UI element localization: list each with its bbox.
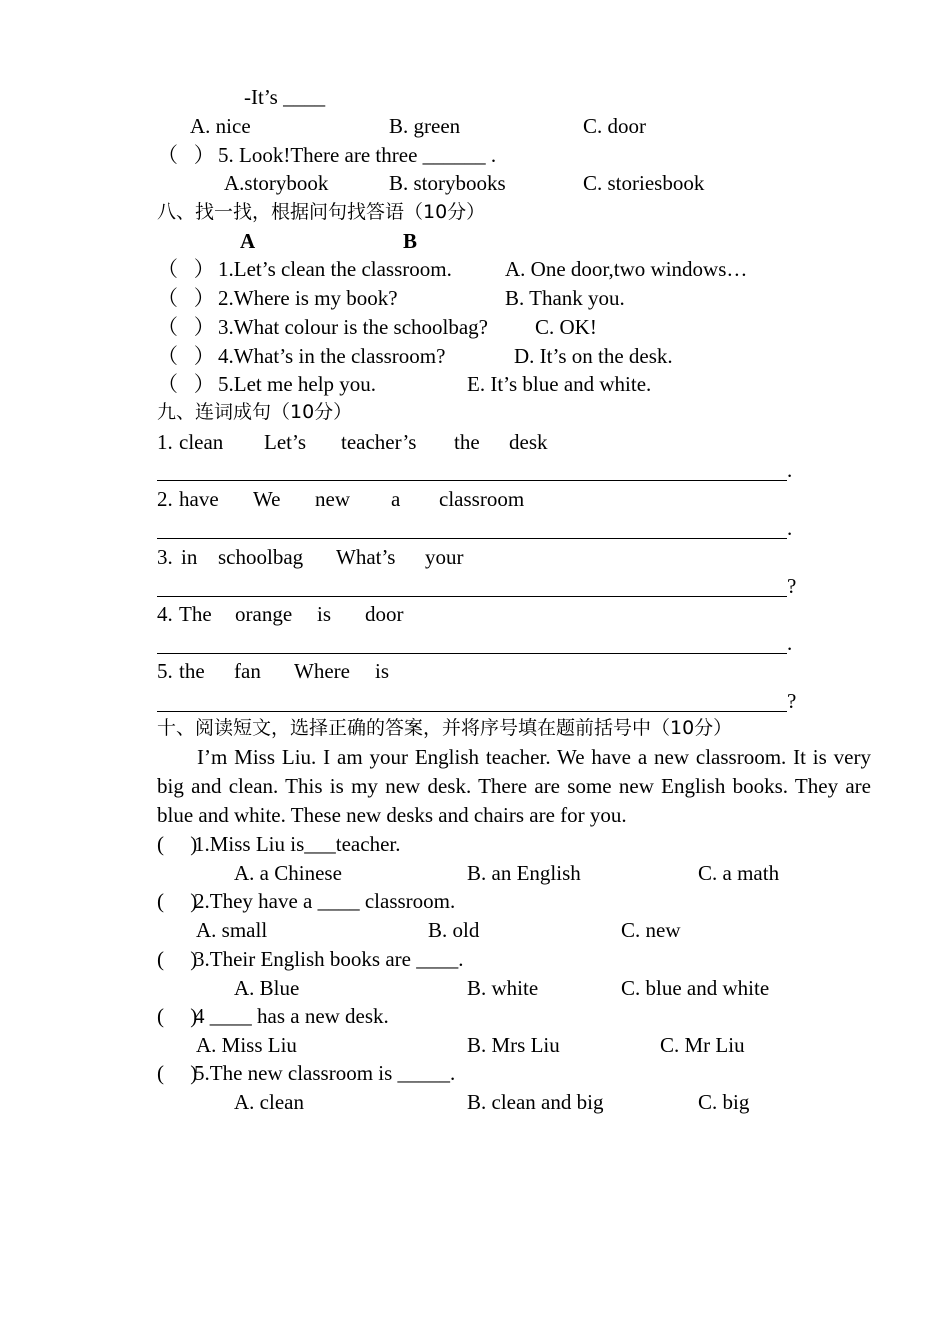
sentence-1-answer-line[interactable] <box>157 480 787 481</box>
reading-option: C. a math <box>698 861 780 885</box>
column-a-label: A <box>240 229 256 253</box>
sentence-2-answer-line[interactable] <box>157 538 787 539</box>
sentence-4-end-mark: . <box>787 631 793 655</box>
reading-question: 4 ____ has a new desk. <box>194 1004 389 1028</box>
sentence-4-number: 4. <box>157 602 173 626</box>
match-answer: A. One door,two windows… <box>505 257 748 281</box>
reading-option: C. new <box>621 918 681 942</box>
word-card: teacher’s <box>341 430 417 454</box>
q4-answer-line: -It’s ____ <box>244 85 326 109</box>
q5-option-c: C. storiesbook <box>583 171 705 195</box>
match-answer: C. OK! <box>535 315 597 339</box>
reading-option: A. Miss Liu <box>196 1033 297 1057</box>
reading-answer-bracket[interactable]: ( ) <box>157 1004 198 1028</box>
q5-answer-bracket[interactable]: （ ） <box>157 143 215 167</box>
word-card: Where <box>294 659 350 683</box>
match-answer-bracket[interactable]: （ ） <box>157 315 215 339</box>
reading-answer-bracket[interactable]: ( ) <box>157 1061 198 1085</box>
section-10-title: 十、阅读短文，选择正确的答案，并将序号填在题前括号中（10分） <box>157 717 733 739</box>
word-card: orange <box>235 602 293 626</box>
match-answer: B. Thank you. <box>505 286 625 310</box>
match-question: 4.What’s in the classroom? <box>218 344 446 368</box>
word-card: What’s <box>336 545 396 569</box>
reading-answer-bracket[interactable]: ( ) <box>157 832 198 856</box>
reading-option: B. old <box>428 918 480 942</box>
reading-answer-bracket[interactable]: ( ) <box>157 947 198 971</box>
word-card: the <box>179 659 205 683</box>
word-card: the <box>454 430 480 454</box>
match-question: 5.Let me help you. <box>218 372 377 396</box>
reading-option: A. Blue <box>234 976 300 1000</box>
sentence-3-answer-line[interactable] <box>157 596 787 597</box>
word-card: classroom <box>439 487 525 511</box>
match-answer: D. It’s on the desk. <box>514 344 673 368</box>
section-8-title: 八、找一找，根据问句找答语（10分） <box>157 201 486 223</box>
word-card: is <box>317 602 332 626</box>
reading-option: A. small <box>196 918 268 942</box>
sentence-1-number: 1. <box>157 430 173 454</box>
word-card: desk <box>509 430 548 454</box>
word-card: The <box>179 602 212 626</box>
reading-answer-bracket[interactable]: ( ) <box>157 889 198 913</box>
sentence-2-end-mark: . <box>787 516 793 540</box>
match-question: 3.What colour is the schoolbag? <box>218 315 489 339</box>
reading-option: B. white <box>467 976 539 1000</box>
match-question: 1.Let’s clean the classroom. <box>218 257 452 281</box>
reading-question: 1.Miss Liu is___teacher. <box>194 832 401 856</box>
sentence-3-end-mark: ? <box>787 574 797 598</box>
sentence-2-number: 2. <box>157 487 173 511</box>
word-card: We <box>253 487 281 511</box>
match-answer-bracket[interactable]: （ ） <box>157 344 215 368</box>
reading-option: C. blue and white <box>621 976 770 1000</box>
sentence-3-number: 3. <box>157 545 173 569</box>
reading-question: 2.They have a ____ classroom. <box>194 889 456 913</box>
reading-question: 5.The new classroom is _____. <box>194 1061 456 1085</box>
match-answer-bracket[interactable]: （ ） <box>157 372 215 396</box>
reading-option: B. Mrs Liu <box>467 1033 560 1057</box>
reading-option: A. a Chinese <box>234 861 342 885</box>
reading-option: B. an English <box>467 861 581 885</box>
word-card: fan <box>234 659 261 683</box>
q4-option-b: B. green <box>389 114 461 138</box>
column-b-label: B <box>403 229 418 253</box>
q5-question-text: 5. Look!There are three ______ . <box>218 143 497 167</box>
sentence-4-answer-line[interactable] <box>157 653 787 654</box>
reading-passage: I’m Miss Liu. I am your English teacher. We have a new classroom. It is very big and clean. This is my new desk. There are some new English books. They are blue and white. These new desks and chairs are for you. <box>157 745 871 827</box>
reading-question: 3.Their English books are ____. <box>194 947 464 971</box>
q4-option-c: C. door <box>583 114 646 138</box>
word-card: have <box>179 487 219 511</box>
word-card: door <box>365 602 404 626</box>
sentence-1-end-mark: . <box>787 458 793 482</box>
reading-option: C. Mr Liu <box>660 1033 745 1057</box>
word-card: Let’s <box>264 430 306 454</box>
word-card: in <box>181 545 198 569</box>
word-card: schoolbag <box>218 545 304 569</box>
word-card: your <box>425 545 464 569</box>
match-answer-bracket[interactable]: （ ） <box>157 257 215 281</box>
word-card: is <box>375 659 390 683</box>
word-card: new <box>315 487 350 511</box>
reading-option: A. clean <box>234 1090 304 1114</box>
sentence-5-end-mark: ? <box>787 689 797 713</box>
match-answer: E. It’s blue and white. <box>467 372 652 396</box>
reading-option: C. big <box>698 1090 750 1114</box>
word-card: clean <box>179 430 224 454</box>
sentence-5-number: 5. <box>157 659 173 683</box>
match-answer-bracket[interactable]: （ ） <box>157 286 215 310</box>
section-9-title: 九、连词成句（10分） <box>157 401 353 423</box>
q5-option-a: A.storybook <box>224 171 329 195</box>
reading-option: B. clean and big <box>467 1090 604 1114</box>
sentence-5-answer-line[interactable] <box>157 711 787 712</box>
word-card: a <box>391 487 401 511</box>
match-question: 2.Where is my book? <box>218 286 398 310</box>
q5-option-b: B. storybooks <box>389 171 506 195</box>
q4-option-a: A. nice <box>190 114 251 138</box>
